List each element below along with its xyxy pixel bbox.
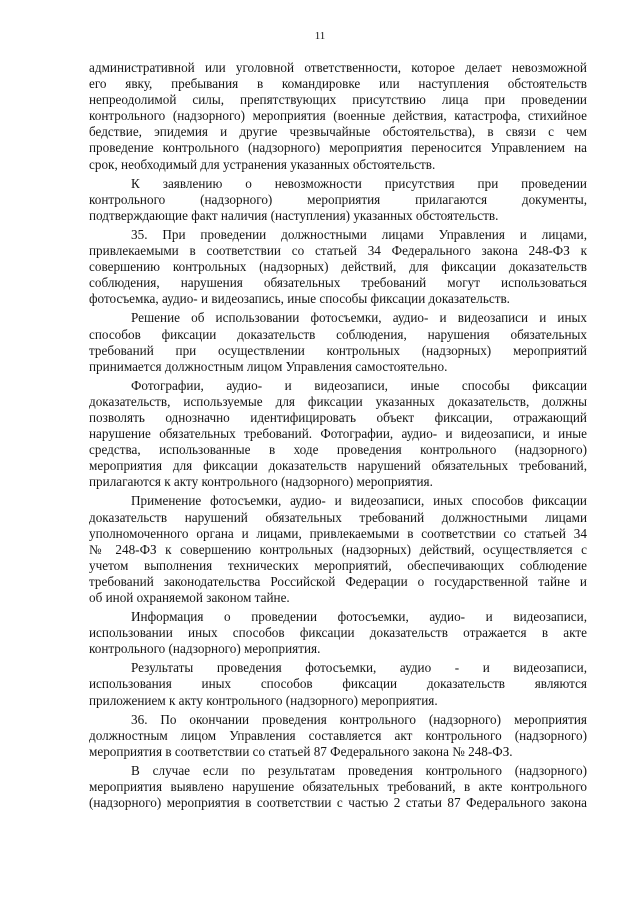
text-line: Фотографии, аудио- и видеозаписи, иные способы фиксации	[131, 377, 587, 393]
text-line: проведение контрольного (надзорного) мероприятия переносится Управлением на	[89, 140, 587, 156]
text-line: совершению контрольных (надзорных) действий, для фиксации доказательств	[89, 259, 587, 275]
text-line: В случае если по результатам проведения контрольного (надзорного)	[131, 762, 587, 778]
text-line: срок, необходимый для устранения указанных обстоятельств.	[89, 156, 436, 172]
page-number: 11	[314, 30, 326, 42]
text-line: К заявлению о невозможности присутствия при проведении	[131, 175, 587, 191]
text-line: нарушение обязательных требований. Фотографии, аудио- и видеозаписи, и иные	[89, 426, 587, 442]
text-line: № 248-ФЗ к совершению контрольных (надзорных) действий, осуществляется с	[89, 541, 587, 557]
text-line: контрольного (надзорного) мероприятия прилагаются документы,	[89, 191, 587, 207]
document-body	[89, 60, 587, 811]
text-line: принимается должностным лицом Управления самостоятельно.	[89, 358, 448, 374]
text-line: требований при осуществлении контрольных (надзорных) мероприятий	[89, 342, 587, 358]
text-line: должностным лицом Управления составляется акт контрольного (надзорного)	[89, 727, 587, 743]
text-line: бедствие, эпидемия и другие чрезвычайные обстоятельства), в связи с чем	[89, 124, 587, 140]
text-line: средства, использованные в ходе проведения контрольного (надзорного)	[89, 442, 587, 458]
text-line: непреодолимой силы, препятствующих присутствию лица при проведении	[89, 92, 587, 108]
text-line: мероприятия для фиксации доказательств нарушений обязательных требований,	[89, 458, 587, 474]
text-line: доказательств нарушений обязательных требований должностными лицами	[89, 509, 587, 525]
text-line: 35. При проведении должностными лицами Управления и лицами,	[131, 226, 587, 242]
text-line: требований законодательства Российской Федерации о государственной тайне и	[89, 573, 587, 589]
text-line: Применение фотосъемки, аудио- и видеозаписи, иных способов фиксации	[131, 493, 587, 509]
text-line: соблюдения, нарушения обязательных требований могут использоваться	[89, 275, 587, 291]
text-line: об иной охраняемой законом тайне.	[89, 590, 290, 605]
text-line: контрольного (надзорного) мероприятия (военные действия, катастрофа, стихийное	[89, 108, 587, 124]
text-line: способов фиксации доказательств соблюдения, нарушения обязательных	[89, 326, 587, 342]
text-line: 36. По окончании проведения контрольного (надзорного) мероприятия	[131, 711, 587, 727]
text-line: использовании иных способов фиксации доказательств отражается в акте	[89, 625, 587, 641]
text-line: доказательств, используемые для фиксации указанных доказательств, должны	[89, 393, 587, 409]
text-line: использования иных способов фиксации доказательств являются	[89, 676, 587, 692]
text-line: (надзорного) мероприятия в соответствии с частью 2 статьи 87 Федерального закона	[89, 795, 587, 811]
text-line: приложением к акту контрольного (надзорного) мероприятия.	[89, 692, 438, 708]
text-line: прилагаются к акту контрольного (надзорного) мероприятия.	[89, 474, 433, 490]
text-line: фотосъемка, аудио- и видеозапись, иные способы фиксации доказательств.	[89, 291, 510, 307]
text-line: Результаты проведения фотосъемки, аудио - и видеозаписи,	[131, 660, 587, 676]
text-line: Решение об использовании фотосъемки, аудио- и видеозаписи и иных	[131, 310, 587, 326]
text-line: мероприятия выявлено нарушение обязательных требований, в акте контрольного	[89, 779, 587, 795]
text-line: подтверждающие факт наличия (наступления) указанных обстоятельств.	[89, 207, 499, 223]
text-line: административной или уголовной ответственности, которое делает невозможной	[89, 60, 587, 75]
text-line: позволять однозначно идентифицировать объект фиксации, отражающий	[89, 409, 587, 425]
text-line: привлекаемыми в соответствии со статьей 34 Федерального закона 248-ФЗ к	[89, 243, 587, 259]
text-line: Информация о проведении фотосъемки, аудио- и видеозаписи,	[131, 609, 587, 625]
text-line: контрольного (надзорного) мероприятия.	[89, 641, 321, 657]
text-line: мероприятия в соответствии со статьей 87 Федерального закона № 248-ФЗ.	[89, 743, 513, 759]
text-line: уполномоченного органа и лицами, привлекаемыми в соответствии со статьей 34	[89, 525, 587, 541]
text-line: его явку, пребывания в командировке или наступления обстоятельств	[89, 76, 587, 92]
text-line: учетом выполнения технических мероприятий, обеспечивающих соблюдение	[89, 557, 587, 573]
